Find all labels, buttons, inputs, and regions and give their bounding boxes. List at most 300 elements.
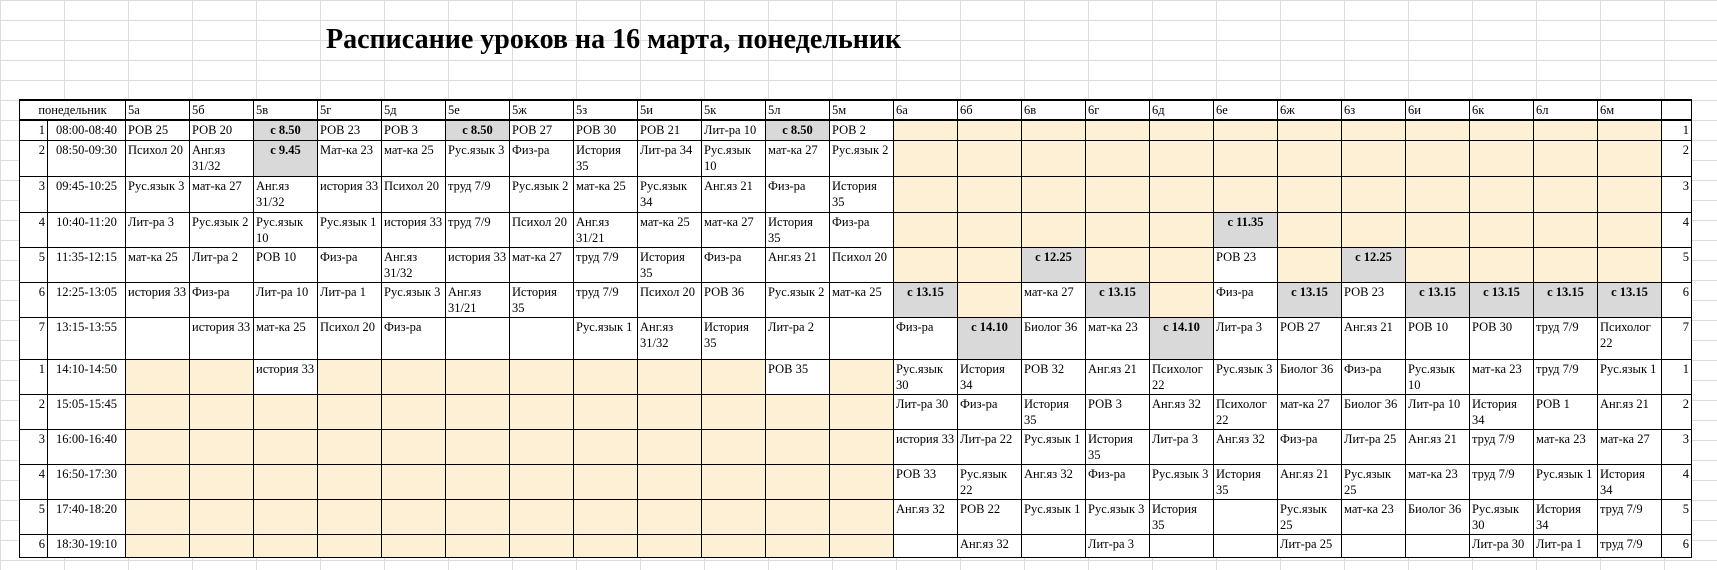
empty-cell bbox=[254, 534, 318, 557]
lesson-cell: Лит-ра 1 bbox=[318, 282, 382, 317]
empty-cell bbox=[1278, 247, 1342, 282]
lesson-cell bbox=[1022, 534, 1086, 557]
lesson-row bbox=[20, 140, 1692, 176]
empty-cell bbox=[1598, 120, 1662, 140]
lesson-number: 3 bbox=[20, 176, 48, 212]
class-header: 6з bbox=[1342, 100, 1406, 120]
lesson-row bbox=[20, 499, 1692, 534]
empty-cell bbox=[382, 429, 446, 464]
empty-cell bbox=[958, 140, 1022, 176]
lesson-cell: Рус.язык 30 bbox=[894, 359, 958, 394]
lesson-cell: Рус.язык 2 bbox=[190, 212, 254, 247]
lesson-number-right: 6 bbox=[1662, 534, 1692, 557]
lesson-cell bbox=[1214, 499, 1278, 534]
lesson-cell: труд 7/9 bbox=[1598, 499, 1662, 534]
empty-cell bbox=[254, 499, 318, 534]
lesson-cell: Лит-ра 25 bbox=[1342, 429, 1406, 464]
lesson-cell: Лит-ра 30 bbox=[1470, 534, 1534, 557]
empty-cell bbox=[1534, 247, 1598, 282]
lesson-number-right: 2 bbox=[1662, 394, 1692, 429]
class-header: 5б bbox=[190, 100, 254, 120]
lesson-cell: Биолог 36 bbox=[1342, 394, 1406, 429]
empty-cell bbox=[126, 499, 190, 534]
lesson-cell: Физ-ра bbox=[894, 317, 958, 359]
empty-cell bbox=[894, 247, 958, 282]
lesson-cell: Психол 20 bbox=[126, 140, 190, 176]
lesson-cell: Рус.язык 25 bbox=[1342, 464, 1406, 499]
lesson-cell: Рус.язык 10 bbox=[1406, 359, 1470, 394]
empty-cell bbox=[1150, 120, 1214, 140]
start-time-cell: с 13.15 bbox=[1086, 282, 1150, 317]
lesson-number: 3 bbox=[20, 429, 48, 464]
empty-cell bbox=[638, 534, 702, 557]
empty-cell bbox=[1086, 247, 1150, 282]
lesson-cell: Психол 20 bbox=[830, 247, 894, 282]
lesson-cell: мат-ка 25 bbox=[126, 247, 190, 282]
class-header: 5з bbox=[574, 100, 638, 120]
empty-cell bbox=[574, 394, 638, 429]
start-time-cell: с 13.15 bbox=[1470, 282, 1534, 317]
lesson-cell: РОВ 3 bbox=[1086, 394, 1150, 429]
lesson-cell: труд 7/9 bbox=[446, 212, 510, 247]
lesson-cell: Рус.язык 3 bbox=[1214, 359, 1278, 394]
lesson-cell: труд 7/9 bbox=[1534, 359, 1598, 394]
lesson-number-right: 1 bbox=[1662, 120, 1692, 140]
lesson-cell: Рус.язык 2 bbox=[766, 282, 830, 317]
lesson-cell: Лит-ра 3 bbox=[1214, 317, 1278, 359]
empty-cell bbox=[126, 394, 190, 429]
lesson-cell: история 33 bbox=[126, 282, 190, 317]
lesson-time: 16:50-17:30 bbox=[48, 464, 126, 499]
lesson-cell: Лит-ра 22 bbox=[958, 429, 1022, 464]
class-header: 5д bbox=[382, 100, 446, 120]
lesson-cell: РОВ 10 bbox=[1406, 317, 1470, 359]
lesson-cell: РОВ 10 bbox=[254, 247, 318, 282]
lesson-cell: мат-ка 27 bbox=[190, 176, 254, 212]
empty-cell bbox=[1598, 247, 1662, 282]
lesson-cell: Физ-ра bbox=[958, 394, 1022, 429]
lesson-cell: труд 7/9 bbox=[1470, 464, 1534, 499]
empty-cell bbox=[446, 429, 510, 464]
header-row bbox=[20, 100, 1692, 120]
empty-cell bbox=[702, 359, 766, 394]
empty-cell bbox=[1470, 176, 1534, 212]
class-header: 5а bbox=[126, 100, 190, 120]
empty-cell bbox=[766, 394, 830, 429]
lesson-cell: РОВ 32 bbox=[1022, 359, 1086, 394]
empty-cell bbox=[638, 429, 702, 464]
lesson-cell: Рус.язык 1 bbox=[1022, 499, 1086, 534]
lesson-cell: история 33 bbox=[446, 247, 510, 282]
lesson-cell: Лит-ра 10 bbox=[1406, 394, 1470, 429]
start-time-cell: с 9.45 bbox=[254, 140, 318, 176]
page-title: Расписание уроков на 16 марта, понедельник bbox=[326, 24, 902, 55]
empty-cell bbox=[1022, 212, 1086, 247]
lesson-cell: История 34 bbox=[1470, 394, 1534, 429]
empty-cell bbox=[446, 499, 510, 534]
empty-cell bbox=[1278, 176, 1342, 212]
lesson-cell: Психол 20 bbox=[382, 176, 446, 212]
lesson-row bbox=[20, 282, 1692, 317]
lesson-cell: РОВ 27 bbox=[510, 120, 574, 140]
empty-cell bbox=[1342, 120, 1406, 140]
lesson-cell: Мат-ка 23 bbox=[318, 140, 382, 176]
lesson-number-right: 5 bbox=[1662, 499, 1692, 534]
lesson-cell: История 35 bbox=[830, 176, 894, 212]
lesson-cell bbox=[830, 317, 894, 359]
lesson-cell: РОВ 30 bbox=[1470, 317, 1534, 359]
empty-cell bbox=[1214, 176, 1278, 212]
class-header: 6г bbox=[1086, 100, 1150, 120]
empty-cell bbox=[510, 534, 574, 557]
lesson-row bbox=[20, 429, 1692, 464]
lesson-cell: мат-ка 23 bbox=[1534, 429, 1598, 464]
class-header: 6и bbox=[1406, 100, 1470, 120]
lesson-cell: Анг.яз 31/32 bbox=[638, 317, 702, 359]
lesson-cell: Физ-ра bbox=[190, 282, 254, 317]
empty-cell bbox=[766, 464, 830, 499]
lesson-number: 2 bbox=[20, 394, 48, 429]
lesson-cell: Рус.язык 3 bbox=[1150, 464, 1214, 499]
lesson-number: 6 bbox=[20, 534, 48, 557]
lesson-cell: Психолог 22 bbox=[1214, 394, 1278, 429]
lesson-cell: История 34 bbox=[958, 359, 1022, 394]
lesson-cell: История 34 bbox=[1534, 499, 1598, 534]
empty-cell bbox=[1086, 176, 1150, 212]
lesson-number-right: 4 bbox=[1662, 212, 1692, 247]
lesson-cell: Психолог 22 bbox=[1598, 317, 1662, 359]
empty-cell bbox=[830, 534, 894, 557]
lesson-cell: РОВ 3 bbox=[382, 120, 446, 140]
empty-cell bbox=[510, 429, 574, 464]
empty-cell bbox=[1342, 212, 1406, 247]
lesson-number: 2 bbox=[20, 140, 48, 176]
empty-cell bbox=[1022, 176, 1086, 212]
empty-cell bbox=[190, 534, 254, 557]
lesson-cell: Анг.яз 21 bbox=[702, 176, 766, 212]
lesson-number-right: 6 bbox=[1662, 282, 1692, 317]
lesson-cell bbox=[1214, 534, 1278, 557]
lesson-cell: Анг.яз 31/32 bbox=[254, 176, 318, 212]
empty-cell bbox=[126, 359, 190, 394]
empty-cell bbox=[1342, 176, 1406, 212]
lesson-cell: Рус.язык 3 bbox=[1086, 499, 1150, 534]
lesson-time: 09:45-10:25 bbox=[48, 176, 126, 212]
class-header: 5е bbox=[446, 100, 510, 120]
lesson-cell: труд 7/9 bbox=[446, 176, 510, 212]
schedule-table bbox=[19, 99, 1692, 558]
empty-cell bbox=[254, 394, 318, 429]
header-blank bbox=[1662, 100, 1692, 120]
class-header: 6л bbox=[1534, 100, 1598, 120]
empty-cell bbox=[1406, 212, 1470, 247]
lesson-number-right: 7 bbox=[1662, 317, 1692, 359]
class-header: 6ж bbox=[1278, 100, 1342, 120]
lesson-row bbox=[20, 534, 1692, 557]
empty-cell bbox=[318, 394, 382, 429]
empty-cell bbox=[1406, 120, 1470, 140]
lesson-row bbox=[20, 464, 1692, 499]
lesson-cell: История 35 bbox=[766, 212, 830, 247]
lesson-cell: РОВ 21 bbox=[638, 120, 702, 140]
start-time-cell: с 14.10 bbox=[1150, 317, 1214, 359]
lesson-cell: Физ-ра bbox=[1086, 464, 1150, 499]
lesson-number: 5 bbox=[20, 247, 48, 282]
empty-cell bbox=[766, 499, 830, 534]
empty-cell bbox=[1086, 212, 1150, 247]
empty-cell bbox=[830, 464, 894, 499]
lesson-cell: Физ-ра bbox=[382, 317, 446, 359]
lesson-cell: Лит-ра 25 bbox=[1278, 534, 1342, 557]
lesson-cell: мат-ка 25 bbox=[382, 140, 446, 176]
lesson-cell: Лит-ра 2 bbox=[190, 247, 254, 282]
empty-cell bbox=[510, 499, 574, 534]
class-header: 6е bbox=[1214, 100, 1278, 120]
lesson-cell: РОВ 23 bbox=[1342, 282, 1406, 317]
lesson-row bbox=[20, 247, 1692, 282]
lesson-cell: РОВ 23 bbox=[1214, 247, 1278, 282]
empty-cell bbox=[1278, 120, 1342, 140]
empty-cell bbox=[1534, 176, 1598, 212]
empty-cell bbox=[830, 429, 894, 464]
lesson-cell: мат-ка 25 bbox=[254, 317, 318, 359]
lesson-cell: РОВ 23 bbox=[318, 120, 382, 140]
class-header: 5л bbox=[766, 100, 830, 120]
empty-cell bbox=[1598, 212, 1662, 247]
empty-cell bbox=[1150, 282, 1214, 317]
empty-cell bbox=[894, 120, 958, 140]
start-time-cell: с 11.35 bbox=[1214, 212, 1278, 247]
lesson-cell: труд 7/9 bbox=[574, 282, 638, 317]
lesson-cell: Рус.язык 1 bbox=[1022, 429, 1086, 464]
empty-cell bbox=[1470, 247, 1534, 282]
empty-cell bbox=[126, 429, 190, 464]
lesson-cell bbox=[446, 317, 510, 359]
lesson-cell: мат-ка 25 bbox=[574, 176, 638, 212]
lesson-cell: Физ-ра bbox=[702, 247, 766, 282]
lesson-cell: История 34 bbox=[1598, 464, 1662, 499]
lesson-cell: труд 7/9 bbox=[1534, 317, 1598, 359]
lesson-row bbox=[20, 176, 1692, 212]
empty-cell bbox=[318, 359, 382, 394]
lesson-cell: мат-ка 27 bbox=[1598, 429, 1662, 464]
lesson-cell: Рус.язык 10 bbox=[254, 212, 318, 247]
empty-cell bbox=[638, 359, 702, 394]
lesson-cell bbox=[1342, 534, 1406, 557]
empty-cell bbox=[958, 176, 1022, 212]
empty-cell bbox=[190, 464, 254, 499]
empty-cell bbox=[1534, 120, 1598, 140]
lesson-cell: Анг.яз 31/32 bbox=[190, 140, 254, 176]
empty-cell bbox=[1150, 140, 1214, 176]
lesson-row bbox=[20, 359, 1692, 394]
class-header: 6в bbox=[1022, 100, 1086, 120]
lesson-cell: Рус.язык 1 bbox=[574, 317, 638, 359]
class-header: 5в bbox=[254, 100, 318, 120]
lesson-cell: мат-ка 25 bbox=[638, 212, 702, 247]
start-time-cell: с 13.15 bbox=[1534, 282, 1598, 317]
lesson-cell: Биолог 36 bbox=[1022, 317, 1086, 359]
lesson-time: 18:30-19:10 bbox=[48, 534, 126, 557]
empty-cell bbox=[1150, 212, 1214, 247]
lesson-cell: мат-ка 27 bbox=[1022, 282, 1086, 317]
lesson-cell: История 35 bbox=[702, 317, 766, 359]
empty-cell bbox=[638, 394, 702, 429]
empty-cell bbox=[830, 394, 894, 429]
empty-cell bbox=[1342, 140, 1406, 176]
lesson-time: 08:50-09:30 bbox=[48, 140, 126, 176]
empty-cell bbox=[382, 464, 446, 499]
empty-cell bbox=[1022, 120, 1086, 140]
lesson-cell: Лит-ра 1 bbox=[1534, 534, 1598, 557]
lesson-cell: Психолог 22 bbox=[1150, 359, 1214, 394]
empty-cell bbox=[446, 464, 510, 499]
lesson-cell: Рус.язык 2 bbox=[510, 176, 574, 212]
lesson-time: 08:00-08:40 bbox=[48, 120, 126, 140]
empty-cell bbox=[1598, 140, 1662, 176]
empty-cell bbox=[382, 359, 446, 394]
lesson-cell: труд 7/9 bbox=[574, 247, 638, 282]
lesson-cell: Лит-ра 34 bbox=[638, 140, 702, 176]
empty-cell bbox=[1086, 120, 1150, 140]
lesson-cell: РОВ 36 bbox=[702, 282, 766, 317]
lesson-cell: История 35 bbox=[1022, 394, 1086, 429]
lesson-cell: Физ-ра bbox=[510, 140, 574, 176]
lesson-cell: Анг.яз 21 bbox=[1086, 359, 1150, 394]
lesson-number-right: 5 bbox=[1662, 247, 1692, 282]
lesson-cell: Анг.яз 32 bbox=[958, 534, 1022, 557]
empty-cell bbox=[894, 140, 958, 176]
lesson-number-right: 1 bbox=[1662, 359, 1692, 394]
empty-cell bbox=[702, 464, 766, 499]
lesson-time: 10:40-11:20 bbox=[48, 212, 126, 247]
empty-cell bbox=[638, 464, 702, 499]
lesson-cell: Анг.яз 31/21 bbox=[446, 282, 510, 317]
lesson-cell: Рус.язык 25 bbox=[1278, 499, 1342, 534]
start-time-cell: с 8.50 bbox=[254, 120, 318, 140]
lesson-cell: Рус.язык 10 bbox=[702, 140, 766, 176]
empty-cell bbox=[446, 394, 510, 429]
empty-cell bbox=[574, 534, 638, 557]
lesson-cell: Психол 20 bbox=[318, 317, 382, 359]
empty-cell bbox=[766, 534, 830, 557]
lesson-cell: История 35 bbox=[1086, 429, 1150, 464]
empty-cell bbox=[702, 499, 766, 534]
empty-cell bbox=[382, 534, 446, 557]
lesson-number: 4 bbox=[20, 212, 48, 247]
start-time-cell: с 14.10 bbox=[958, 317, 1022, 359]
class-header: 5г bbox=[318, 100, 382, 120]
empty-cell bbox=[318, 534, 382, 557]
lesson-row bbox=[20, 212, 1692, 247]
lesson-cell: Рус.язык 1 bbox=[1534, 464, 1598, 499]
empty-cell bbox=[382, 499, 446, 534]
empty-cell bbox=[958, 282, 1022, 317]
lesson-cell: труд 7/9 bbox=[1598, 534, 1662, 557]
lesson-cell bbox=[894, 534, 958, 557]
lesson-cell: Физ-ра bbox=[1214, 282, 1278, 317]
lesson-cell: история 33 bbox=[894, 429, 958, 464]
class-header: 5м bbox=[830, 100, 894, 120]
lesson-cell: Рус.язык 2 bbox=[830, 140, 894, 176]
lesson-number: 5 bbox=[20, 499, 48, 534]
empty-cell bbox=[1406, 247, 1470, 282]
empty-cell bbox=[254, 464, 318, 499]
lesson-cell: Рус.язык 1 bbox=[1598, 359, 1662, 394]
empty-cell bbox=[318, 464, 382, 499]
empty-cell bbox=[958, 212, 1022, 247]
empty-cell bbox=[830, 499, 894, 534]
lesson-cell: мат-ка 27 bbox=[702, 212, 766, 247]
lesson-cell: Лит-ра 3 bbox=[126, 212, 190, 247]
empty-cell bbox=[574, 429, 638, 464]
lesson-time: 13:15-13:55 bbox=[48, 317, 126, 359]
start-time-cell: с 13.15 bbox=[1278, 282, 1342, 317]
empty-cell bbox=[958, 247, 1022, 282]
empty-cell bbox=[1534, 140, 1598, 176]
lesson-cell: Рус.язык 22 bbox=[958, 464, 1022, 499]
start-time-cell: с 8.50 bbox=[446, 120, 510, 140]
lesson-cell: мат-ка 27 bbox=[510, 247, 574, 282]
empty-cell bbox=[1278, 212, 1342, 247]
empty-cell bbox=[126, 464, 190, 499]
empty-cell bbox=[1470, 120, 1534, 140]
empty-cell bbox=[510, 394, 574, 429]
class-header: 5ж bbox=[510, 100, 574, 120]
empty-cell bbox=[382, 394, 446, 429]
lesson-time: 14:10-14:50 bbox=[48, 359, 126, 394]
start-time-cell: с 12.25 bbox=[1022, 247, 1086, 282]
lesson-cell: Лит-ра 2 bbox=[766, 317, 830, 359]
empty-cell bbox=[766, 429, 830, 464]
empty-cell bbox=[894, 212, 958, 247]
lesson-cell: РОВ 25 bbox=[126, 120, 190, 140]
lesson-cell: Анг.яз 21 bbox=[1342, 317, 1406, 359]
lesson-cell: Физ-ра bbox=[1278, 429, 1342, 464]
lesson-cell: Рус.язык 34 bbox=[638, 176, 702, 212]
lesson-cell: История 35 bbox=[1150, 499, 1214, 534]
empty-cell bbox=[958, 120, 1022, 140]
lesson-cell: Физ-ра bbox=[1342, 359, 1406, 394]
lesson-cell: мат-ка 27 bbox=[766, 140, 830, 176]
empty-cell bbox=[1470, 212, 1534, 247]
empty-cell bbox=[190, 499, 254, 534]
lesson-cell: РОВ 22 bbox=[958, 499, 1022, 534]
start-time-cell: с 12.25 bbox=[1342, 247, 1406, 282]
lesson-cell: история 33 bbox=[382, 212, 446, 247]
empty-cell bbox=[190, 359, 254, 394]
class-header: 5и bbox=[638, 100, 702, 120]
empty-cell bbox=[702, 429, 766, 464]
empty-cell bbox=[1150, 176, 1214, 212]
lesson-number: 7 bbox=[20, 317, 48, 359]
lesson-number-right: 3 bbox=[1662, 429, 1692, 464]
empty-cell bbox=[254, 429, 318, 464]
lesson-row bbox=[20, 394, 1692, 429]
lesson-time: 16:00-16:40 bbox=[48, 429, 126, 464]
lesson-cell: Анг.яз 32 bbox=[1150, 394, 1214, 429]
empty-cell bbox=[1470, 140, 1534, 176]
lesson-cell: Анг.яз 32 bbox=[894, 499, 958, 534]
lesson-number-right: 2 bbox=[1662, 140, 1692, 176]
lesson-cell: Биолог 36 bbox=[1406, 499, 1470, 534]
start-time-cell: с 13.15 bbox=[1598, 282, 1662, 317]
lesson-cell: Анг.яз 32 bbox=[1214, 429, 1278, 464]
empty-cell bbox=[702, 534, 766, 557]
empty-cell bbox=[638, 499, 702, 534]
class-header: 6б bbox=[958, 100, 1022, 120]
lesson-cell: мат-ка 23 bbox=[1406, 464, 1470, 499]
